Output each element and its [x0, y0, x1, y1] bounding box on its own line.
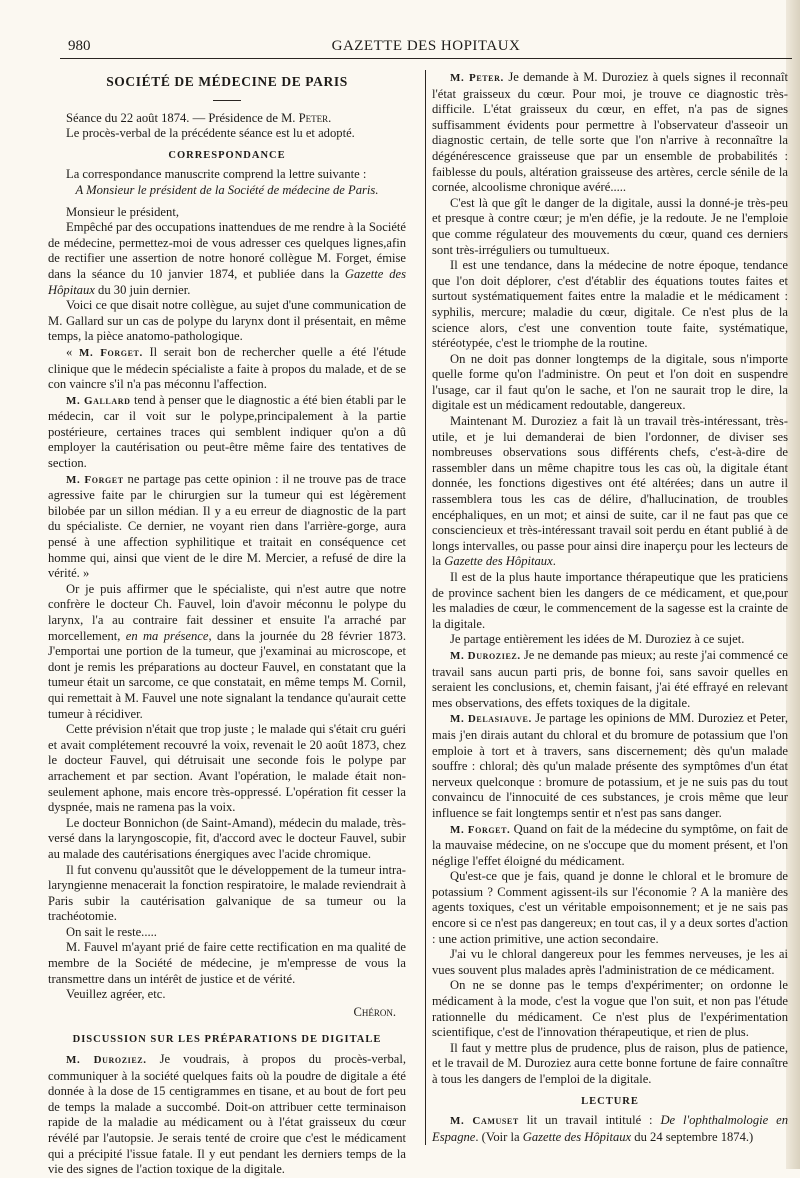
seance-line: Séance du 22 août 1874. — Présidence de M. Peter. [66, 110, 332, 125]
paragraph: C'est là que gît le danger de la digitale, aussi la donné-je très-peu et presque à contre cœur; je m'en défie, je la redoute. Je ne l'emploie que comme régulateur des mouvements du cœur, quand ces derniers sont très-irréguliers ou tumultueux. [432, 195, 788, 257]
letter-paragraph: Empêché par des occupations inattendues de me rendre à la Société de médecine, permettez-moi de vous adresser ces quelques lignes,afin de rectifier une assertion de notre honoré collègue M. Forget, émise dans la séance du 10 janvier 1874, et publiée dans la Gazette des Hôpitaux du 30 juin dernier. [48, 220, 406, 297]
paragraph-peter: M. Peter. Je demande à M. Duroziez à quels signes il reconnaît l'état graisseux du cœur. Pour moi, je trouve ce diagnostic très-difficile. L'état graisseux du cœur, en effet, n'a pas de signes suffisamment évidents pour permettre à l'observateur d'asseoir un diagnostic certain, de telle sorte que l'on n'arrive à reconnaître la dégénérescence graisseuse que par un ensemble de probabilités : faiblesse du pouls, altération graisseuse des artères, cercle sénile de la cornée, alcoolisme chronique avéré..... [432, 70, 788, 195]
right-column [425, 70, 788, 1145]
letter-paragraph: Voici ce que disait notre collègue, au sujet d'une communication de M. Gallard sur un cas de polype du larynx dont il présentait, en même temps, la pièce anatomo-pathologique. [48, 298, 406, 344]
left-column [48, 70, 406, 1178]
correspondance-intro: La correspondance manuscrite comprend la lettre suivante : [66, 167, 367, 182]
letter-greeting: Monsieur le président, [66, 204, 179, 219]
paragraph-delasiauve: M. Delasiauve. Je partage les opinions de MM. Duroziez et Peter, mais j'en dirais autant du chloral et du bromure de potassium que l'on emploie à tort et à travers, sans discernement; dès qu'un malade souffre : chloral; dès qu'un malade présente des symptômes d'un état nerveux quelconque : bromure de potassium, et je ne suis pas du tout convaincu de l'innocuité de ces substances, je crois même que leur influence se fait longtemps sentir et n'est pas sans danger. [432, 711, 789, 820]
paragraph: Il est une tendance, dans la médecine de notre époque, tendance que l'on doit déplorer, c'est d'établir des équations toutes faites et surtout systématiquement faites entre la maladie et le médicament : syphilis, mercure; maladie du cœur, digitale. Ce n'est plus de la science alors, c'est une convention toute faite, systématique, stéréotypée, c'est le triomphe de la routine. [432, 258, 788, 351]
letter-paragraph: Il fut convenu qu'aussitôt que le développement de la tumeur intra-laryngienne menacerait la fonction respiratoire, le malade reviendrait à Paris subir la cautérisation galvanique de sa tumeur ou la trachéotomie. [48, 862, 406, 924]
paragraph: Maintenant M. Duroziez a fait là un travail très-intéressant, très-utile, et je lui demanderai de bien l'ordonner, de diviser ses nombreuses observations sous différents chefs, c'est-à-dire de rassembler dans un même chapitre tous les cas où, la digitale étant donnée, les fonctions digestives ont été altérées; dans un autre il rassemblera tous les cas de délire, d'hallucination, de troubles encéphaliques, en un mot; et ainsi de suite, car il ne faut pas que ce consciencieux et très-intéressant travail soit perdu en étant publié à de longs intervalles, ou passe pour ainsi dire inaperçu pour les lecteurs de la Gazette des Hôpitaux. [432, 414, 788, 569]
paragraph-duroziez: M. Duroziez. Je voudrais, à propos du procès-verbal, communiquer à la société quelques faits où la poudre de digitale a été donnée à la dose de 15 centigrammes en tisane, et au bout de fort peu de temps la malade a succombé. Doit-on attribuer cette terminaison rapide de la maladie au médicament ou à l'état graisseux du cœur révélé par l'autopsie. Je serais tenté de croire que c'est le médicament qui a précipité l'issue fatale. Il y eut pendant les derniers temps de la vie des signes de l'action toxique de la digitale. [48, 1052, 406, 1177]
page-header [60, 38, 792, 59]
letter-paragraph: Cette prévision n'était que trop juste ; le malade qui s'était cru guéri et avait complétement recouvré la voix, revenait le 20 août 1873, chez le docteur Fauvel, qui détruisait une seconde fois le polype par arrachement et par section. Avant l'opération, le malade était non-seulement aphone, mais encore très-oppressé. L'opération fit cesser la dyspnée, mais ne ramena pas la voix. [48, 722, 406, 815]
quote-forget: « M. Forget. Il serait bon de rechercher quelle a été l'étude clinique que le médecin spécialiste a faite à propos du malade, et de se con vaincre s'il n'a pas méconnu l'affection. [48, 344, 406, 392]
heading-lecture: LECTURE [581, 1095, 639, 1107]
quote-gallard: M. Gallard tend à penser que le diagnostic a été bien établi par le médecin, car il voit sur le polype,principalement à la partie postérieure, certaines traces qui semblent indiquer qu'on a dû employer la cautérisation ou peut-être même faire des tentatives de section. [48, 392, 406, 471]
paragraph: Qu'est-ce que je fais, quand je donne le chloral et le bromure de potassium ? Comment agissent-ils sur l'économie ? A la manière des agents toxiques, c'est un véritable empoisonnement; et je ne sais pas encore si ce n'est pas dangereux; en tout cas, il y a deux sortes d'action : une action primitive, une action secondaire. [432, 869, 788, 946]
paragraph: Je partage entièrement les idées de M. Duroziez à ce sujet. [450, 632, 745, 647]
paragraph-duroziez: M. Duroziez. Je ne demande pas mieux; au reste j'ai commencé ce travail sans aucun parti pris, de bonne foi, sans savoir quelles en seraient les conclusions, et, chemin faisant, j'ai été effrayé en relevant mes observations, des effets toxiques de la digitale. [432, 647, 789, 710]
proces-verbal: Le procès-verbal de la précédente séance est lu et adopté. [66, 126, 355, 141]
letter-paragraph: M. Fauvel m'ayant prié de faire cette rectification en ma qualité de membre de la Société de médecine, je m'empresse de vous la transmettre dans un intérêt de justice et de vérité. [48, 940, 406, 986]
paragraph-camuset: M. Camuset lit un travail intitulé : De l'ophthalmologie en Espagne. (Voir la Gazette des Hôpitaux du 24 septembre 1874.) [432, 1113, 788, 1144]
paragraph-forget: M. Forget. Quand on fait de la médecine du symptôme, on fait de la mauvaise médecine, on ne s'occupe que du moment présent, et l'on néglige l'effet éloigné du médicament. [432, 821, 788, 868]
signature: Chéron. [353, 1004, 396, 1019]
section-title: SOCIÉTÉ DE MÉDECINE DE PARIS [106, 74, 348, 89]
running-title: GAZETTE DES HOPITAUX [331, 38, 521, 54]
letter-address: A Monsieur le président de la Société de médecine de Paris. [75, 182, 379, 197]
letter-paragraph: Or je puis affirmer que le spécialiste, qui n'est autre que notre confrère le docteur Ch. Fauvel, loin d'avoir méconnu le polype du larynx, l'a au contraire fait dessiner et ensuite l'a arraché par morcellement, en ma présence, dans la journée du 28 février 1873. J'emportai une portion de la tumeur, que j'examinai au microscope, et dont je remis les préparations au docteur Fauvel, en constatant que la tumeur était un sarcome, ce que constatait, en même temps M. Cornil, qui remettait à M. Fauvel une note signalant la tendance qu'aurait cette tumeur à récidiver. [48, 581, 406, 721]
title-rule [213, 100, 241, 101]
paragraph: On ne doit pas donner longtemps de la digitale, sous n'importe quelle forme qu'on l'administre. On peut et l'on doit en suspendre l'usage, car il faut qu'on le sache, et l'on ne saurait trop le dire, la digitale est un médicament redoutable, dangereux. [432, 351, 788, 413]
paragraph: Il faut y mettre plus de prudence, plus de raison, plus de patience, et le travail de M. Duroziez aura cette bonne fortune de faire connaître à tous les dangers de l'emploi de la digitale. [432, 1040, 788, 1086]
paragraph: J'ai vu le chloral dangereux pour les femmes nerveuses, je les ai vues souvent plus malades après l'administration de ce médicament. [432, 947, 788, 977]
paragraph: On ne se donne pas le temps d'expérimenter; on ordonne le médicament à la mode, c'est la vogue que l'on suit, et non pas l'étude rationnelle du médicament. Ce n'est plus de l'expérimentation scientifique, c'est de l'innovation thérapeutique, et rien de plus. [432, 978, 788, 1040]
heading-correspondance: CORRESPONDANCE [168, 149, 286, 161]
heading-discussion: DISCUSSION SUR LES PRÉPARATIONS DE DIGITALE [72, 1034, 382, 1046]
quote-forget-2: M. Forget ne partage pas cette opinion : il ne trouve pas de trace agressive faite par le chirurgien sur la tumeur qui est légèrement bilobée par un sillon médian. Il y a eu erreur de diagnostic de la part du spécialiste. Ce dernier, ne voyant rien dans l'arrière-gorge, aura pensé à une affection syphilitique et traitait en conséquence cet homme qui, ainsi que vient de le dire M. Mercier, a refusé de dire la vérité. » [48, 471, 406, 581]
letter-closing: Veuillez agréer, etc. [66, 987, 166, 1002]
letter-paragraph: On sait le reste..... [66, 924, 157, 939]
paragraph: Il est de la plus haute importance thérapeutique que les praticiens de province sachent bien les dangers de ce médicament, et que,pour les maladies de cœur, le commencement de la sagesse est la crainte de la digitale. [432, 570, 788, 631]
letter-paragraph: Le docteur Bonnichon (de Saint-Amand), médecin du malade, très-versé dans la laryngoscopie, fit, d'accord avec le docteur Fauvel, subir au malade des cautérisations énergiques avec l'acide chromique. [48, 815, 406, 861]
page-edge-shadow [786, 0, 800, 1169]
page-number: 980 [68, 38, 91, 54]
